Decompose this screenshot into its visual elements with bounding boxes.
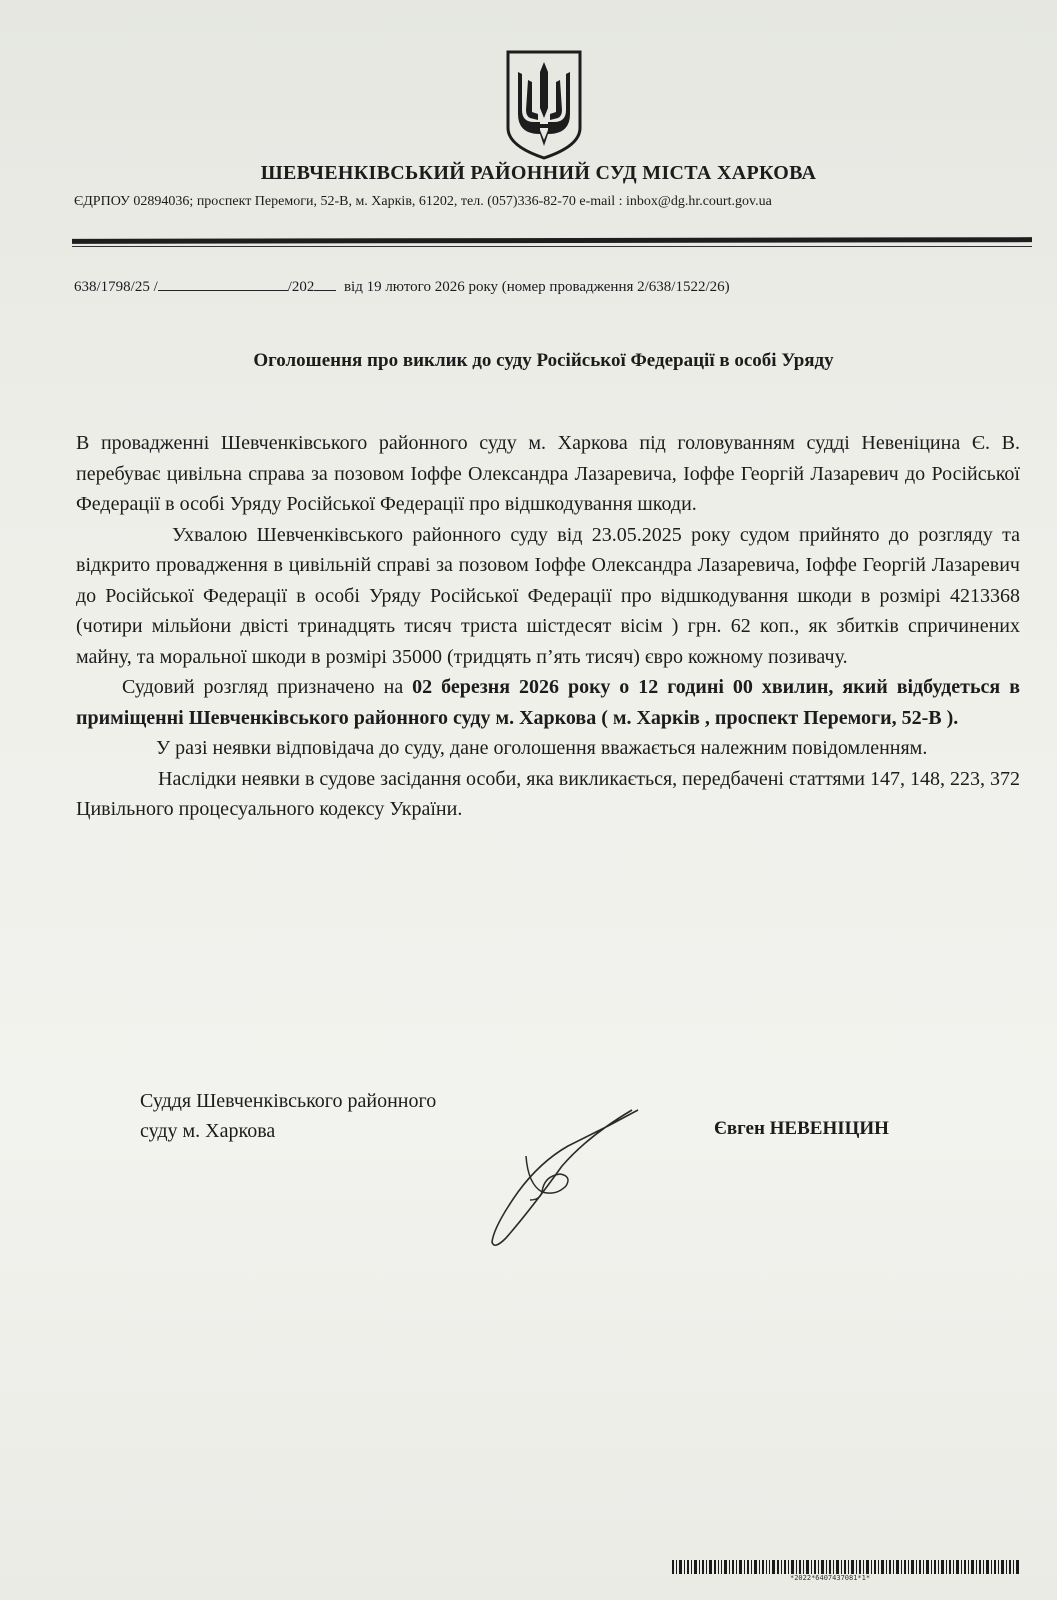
judge-role-line1: Суддя Шевченківського районного [140, 1090, 437, 1112]
paragraph-hearing [76, 672, 1020, 733]
reference-line [74, 278, 1024, 296]
barcode-number: *2022*6407437081*1* [790, 1574, 871, 1582]
document-body [76, 428, 1020, 825]
paragraph-proceedings: В провадженні Шевченківського районного суду м. Харкова під головуванням судді Невеніцина Є. В. перебуває цивільна справа за позовом Іоффе Олександра Лазаревича, Іоффе Георгій Лазаревич до Російської Федерації в особі Уряду Російської Федерації про відшкодування шкоди. [76, 432, 1020, 515]
date-part: від 19 лютого 2026 року (номер провадження 2/638/1522/26) [343, 279, 730, 295]
case-prefix: 638/1798/25 / [74, 279, 158, 295]
judge-role [140, 1086, 436, 1146]
document-title: Оголошення про виклик до суду Російської Федерації в особі Уряду [253, 350, 834, 371]
paragraph-ruling: Ухвалою Шевченківського районного суду від 23.05.2025 року судом прийнято до розгляду та відкрито провадження в цивільній справі за позовом Іоффе Олександра Лазаревича, Іоффе Георгій Лазаревич до Російської Федерації в особі Уряду Російської Федерації про відшкодування шкоди в розмірі 4213368 (чотири мільйони двісті тринадцять тисяч триста шістдесят вісім ) грн. 62 коп., як збитків спричинених майну, та моральної шкоди в розмірі 35000 (тридцять п’ять тисяч) євро кожному позивачу. [76, 523, 1020, 668]
header-rule-thin [72, 246, 1032, 247]
hearing-lead: Судовий розгляд призначено на [122, 676, 413, 698]
judge-name: Євген НЕВЕНІЦИН [714, 1118, 889, 1139]
judge-role-line2: суду м. Харкова [140, 1120, 276, 1142]
court-name: ШЕВЧЕНКІВСЬКИЙ РАЙОННИЙ СУД МІСТА ХАРКОВА [260, 162, 817, 184]
paragraph-nonappearance: У разі неявки відповідача до суду, дане оголошення вважається належним повідомленням. [156, 737, 928, 759]
hearing-details: 02 березня 2026 року о 12 годині 00 хвилин, який відбудеться в приміщенні Шевченківського районного суду м. Харкова ( м. Харків , проспект Перемоги, 52-В ). [76, 676, 1020, 729]
blank-field [158, 278, 288, 291]
year-part: /202 [287, 279, 315, 295]
handwritten-signature [480, 1096, 660, 1256]
paragraph-consequences: Наслідки неявки в судове засідання особи, яка викликається, передбачені статтями 147, 148, 223, 372 Цивільного процесуального кодексу України. [76, 767, 1020, 820]
blank-field [314, 278, 336, 291]
barcode [672, 1560, 1022, 1574]
header-rule-thick [72, 237, 1032, 244]
court-contacts: ЄДРПОУ 02894036; проспект Перемоги, 52-В, м. Харків, 61202, тел. (057)336-82-70 e-mail : inbox@dg.hr.court.gov.ua [74, 194, 772, 209]
trident-coat-of-arms-icon [504, 48, 584, 160]
